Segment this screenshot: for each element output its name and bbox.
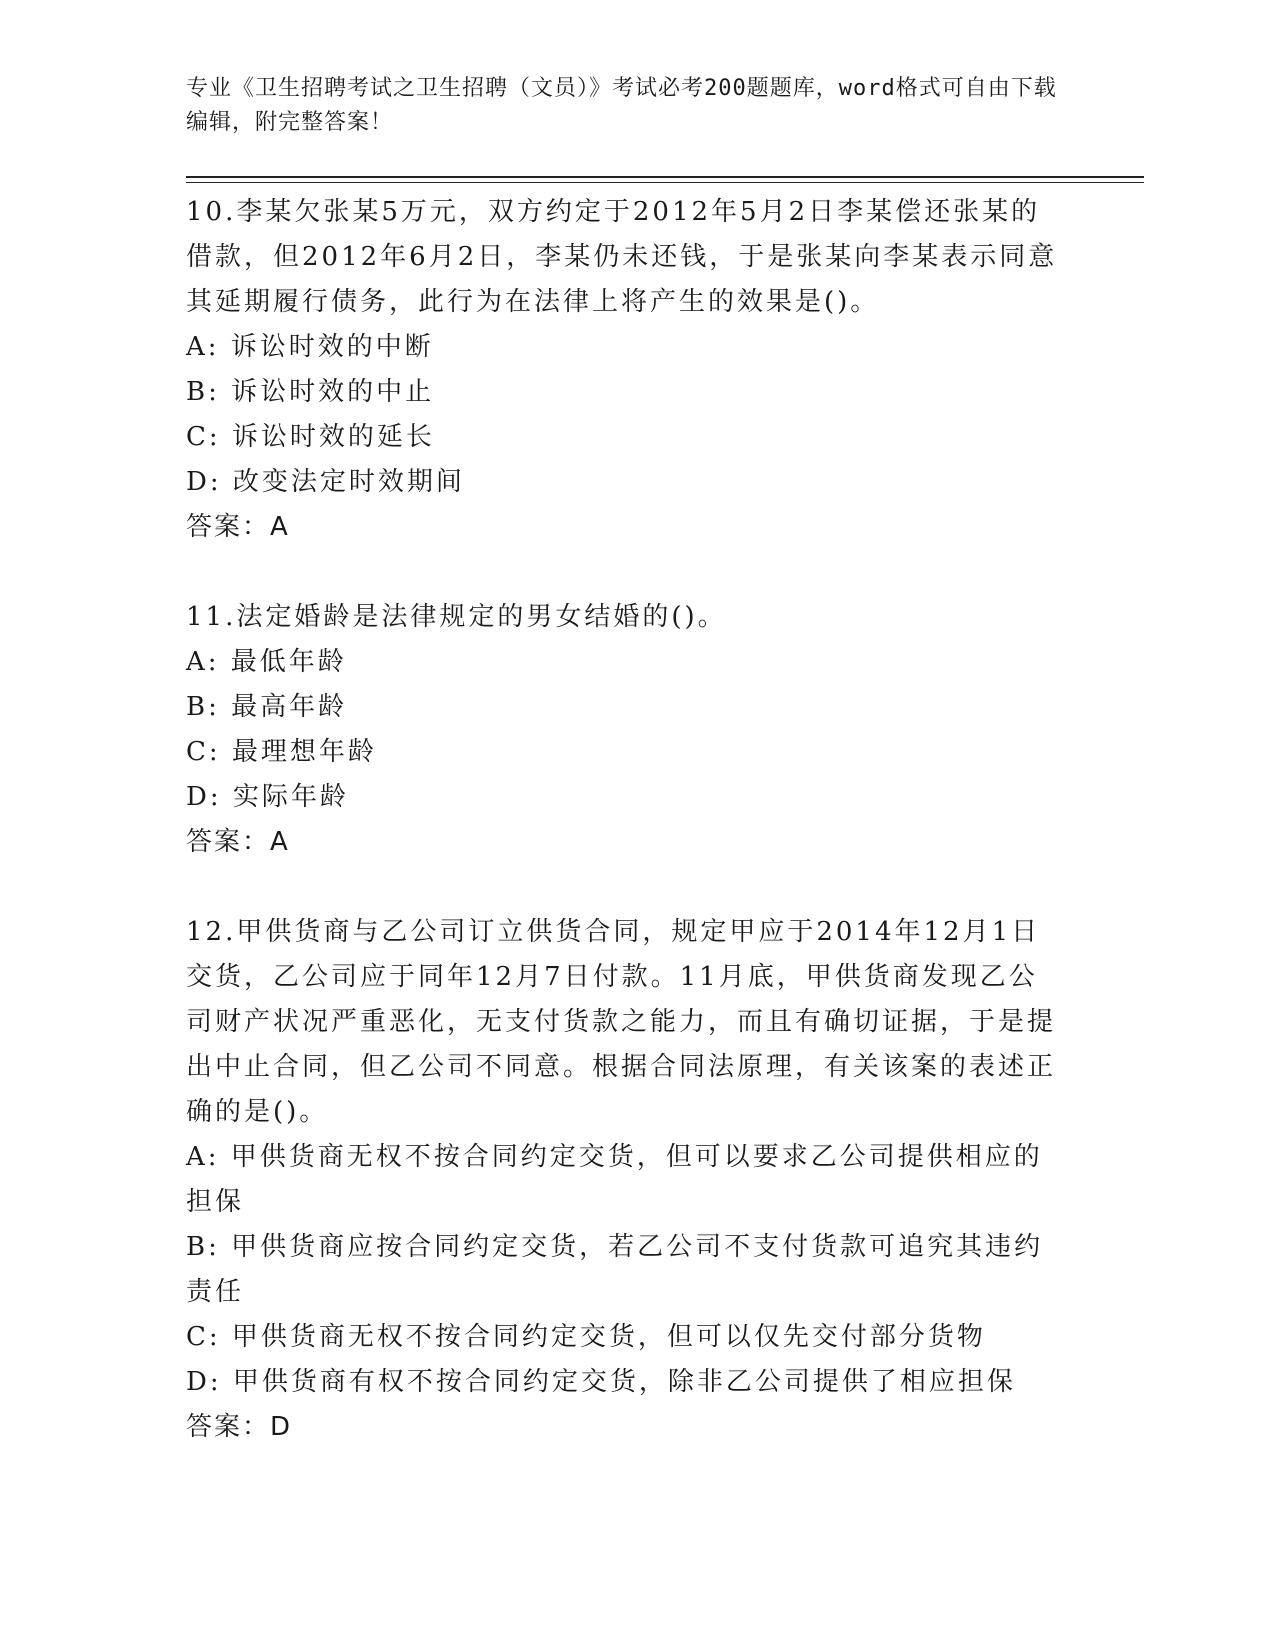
option-d: D: 实际年龄 (186, 782, 349, 812)
option-b: B: 最高年龄 (186, 692, 348, 722)
question-list (186, 190, 1066, 1450)
document-header: 专业《卫生招聘考试之卫生招聘（文员）》考试必考200题题库，word格式可自由下载编辑，附完整答案！ (186, 76, 1057, 135)
header-rule-thick (186, 176, 1144, 178)
option-d: D: 甲供货商有权不按合同约定交货，除非乙公司提供了相应担保 (186, 1367, 1016, 1397)
option-a: A: 诉讼时效的中断 (186, 332, 434, 362)
option-b: B: 甲供货商应按合同约定交货，若乙公司不支付货款可追究其违约责任 (186, 1232, 1044, 1307)
option-d: D: 改变法定时效期间 (186, 467, 465, 497)
option-b: B: 诉讼时效的中止 (186, 377, 435, 407)
option-c: C: 诉讼时效的延长 (186, 422, 435, 452)
question-text: 11.法定婚龄是法律规定的男女结婚的()。 (186, 602, 727, 632)
question-item (186, 910, 1066, 1450)
question-spacer (186, 865, 1066, 910)
option-c: C: 甲供货商无权不按合同约定交货，但可以仅先交付部分货物 (186, 1322, 986, 1352)
question-text: 12.甲供货商与乙公司订立供货合同，规定甲应于2014年12月1日交货，乙公司应于同年12月7日付款。11月底，甲供货商发现乙公司财产状况严重恶化，无支付货款之能力，而且有确切证据，于是提出中止合同，但乙公司不同意。根据合同法原理，有关该案的表述正确的是()。 (186, 917, 1057, 1127)
option-a: A: 最低年龄 (186, 647, 347, 677)
question-text: 10.李某欠张某5万元，双方约定于2012年5月2日李某偿还张某的借款，但2012年6月2日，李某仍未还钱，于是张某向李某表示同意其延期履行债务，此行为在法律上将产生的效果是()。 (186, 197, 1058, 317)
option-a: A: 甲供货商无权不按合同约定交货，但可以要求乙公司提供相应的担保 (186, 1142, 1043, 1217)
option-c: C: 最理想年龄 (186, 737, 377, 767)
question-item (186, 190, 1066, 550)
answer-line: 答案：A (186, 827, 290, 857)
question-item (186, 595, 1066, 865)
question-spacer (186, 550, 1066, 595)
answer-line: 答案：A (186, 512, 290, 542)
header-rule-thin (186, 182, 1144, 183)
answer-line: 答案：D (186, 1412, 293, 1442)
